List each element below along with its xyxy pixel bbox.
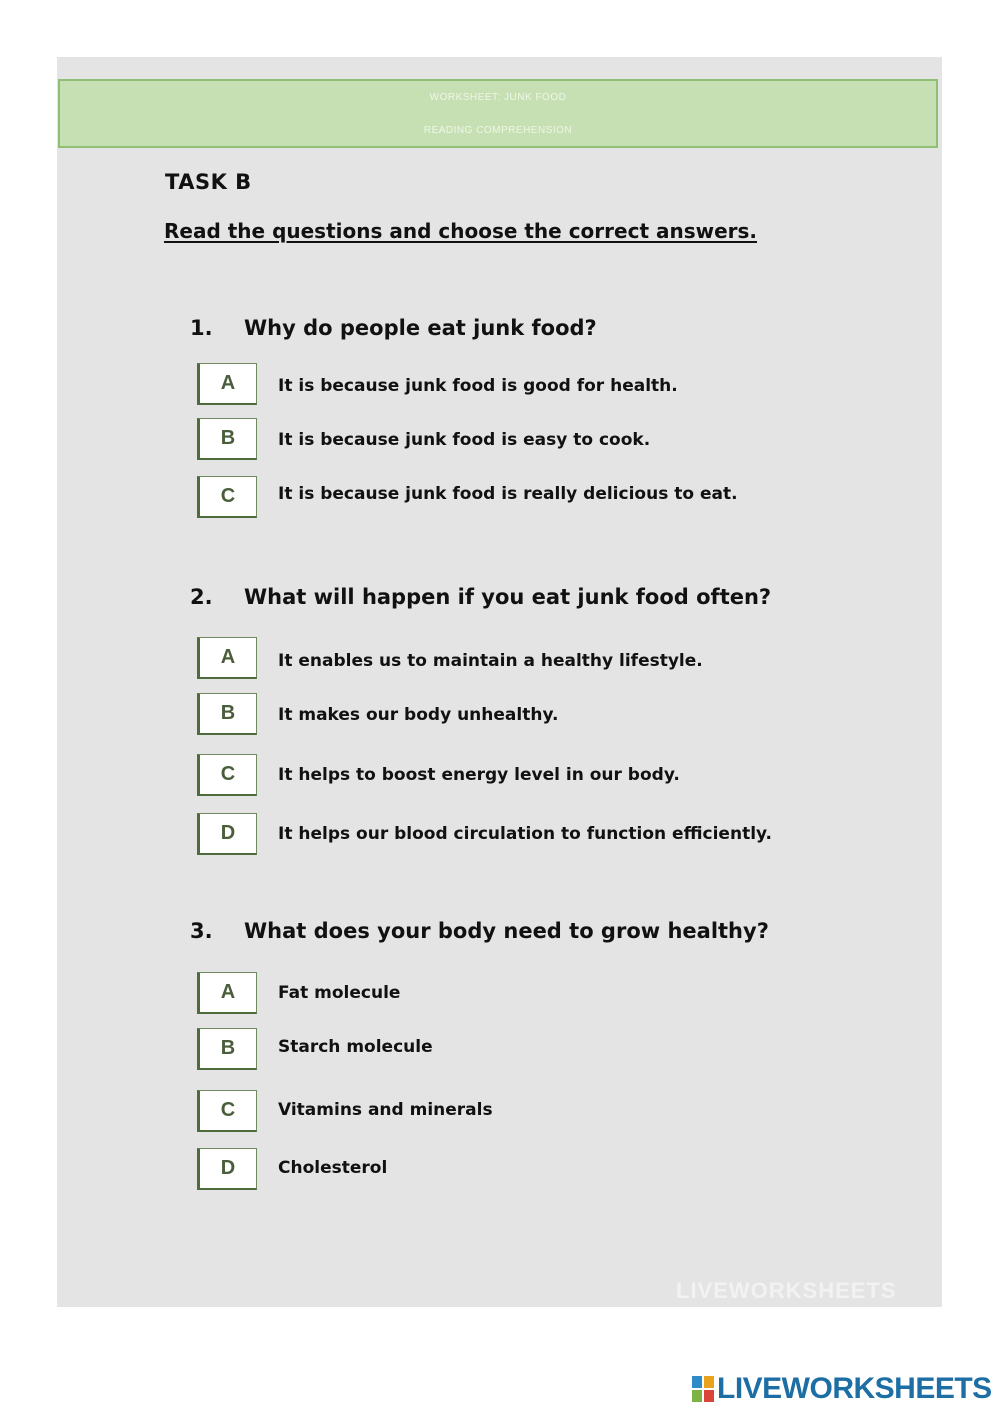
question-1-option-c-button[interactable]: C [197, 476, 257, 518]
question-3-option-c-button[interactable]: C [197, 1090, 257, 1132]
question-3-option-d-text: Cholesterol [278, 1158, 388, 1178]
question-3-number: 3. [190, 919, 213, 943]
header-line-2: READING COMPREHENSION [423, 125, 573, 136]
question-2-option-d-button[interactable]: D [197, 813, 257, 855]
question-3-option-c-text: Vitamins and minerals [278, 1100, 493, 1120]
question-1-option-b-button[interactable]: B [197, 418, 257, 460]
task-label: TASK B [165, 170, 252, 194]
question-2-option-b-text: It makes our body unhealthy. [278, 705, 559, 725]
question-2-text: What will happen if you eat junk food often? [244, 585, 772, 609]
question-2-option-c-button[interactable]: C [197, 754, 257, 796]
question-2-option-d-text: It helps our blood circulation to function efficiently. [278, 824, 772, 844]
question-1-number: 1. [190, 316, 213, 340]
page-watermark: LIVEWORKSHEETS [676, 1278, 897, 1303]
question-1-option-a-text: It is because junk food is good for health. [278, 376, 678, 396]
header-banner [58, 79, 938, 148]
question-1-option-c-text: It is because junk food is really delicious to eat. [278, 484, 738, 504]
question-3-option-b-button[interactable]: B [197, 1028, 257, 1070]
question-2-option-a-button[interactable]: A [197, 637, 257, 679]
question-2-option-a-text: It enables us to maintain a healthy lifestyle. [278, 651, 703, 671]
question-3-option-d-button[interactable]: D [197, 1148, 257, 1190]
question-3-option-a-text: Fat molecule [278, 983, 401, 1003]
liveworksheets-brand-text: LIVEWORKSHEETS [717, 1372, 992, 1405]
liveworksheets-brand[interactable] [692, 1372, 992, 1406]
liveworksheets-logo-icon [692, 1376, 714, 1402]
question-3-text: What does your body need to grow healthy? [244, 919, 769, 943]
question-3-option-b-text: Starch molecule [278, 1037, 433, 1057]
question-2-option-b-button[interactable]: B [197, 693, 257, 735]
worksheet-page [57, 57, 942, 1307]
question-3-option-a-button[interactable]: A [197, 972, 257, 1014]
question-2-option-c-text: It helps to boost energy level in our body. [278, 765, 680, 785]
header-line-1: WORKSHEET: JUNK FOOD [429, 92, 567, 103]
question-2-number: 2. [190, 585, 213, 609]
question-1-text: Why do people eat junk food? [244, 316, 597, 340]
task-instruction: Read the questions and choose the correct answers. [164, 219, 758, 243]
question-1-option-b-text: It is because junk food is easy to cook. [278, 430, 651, 450]
question-1-option-a-button[interactable]: A [197, 363, 257, 405]
